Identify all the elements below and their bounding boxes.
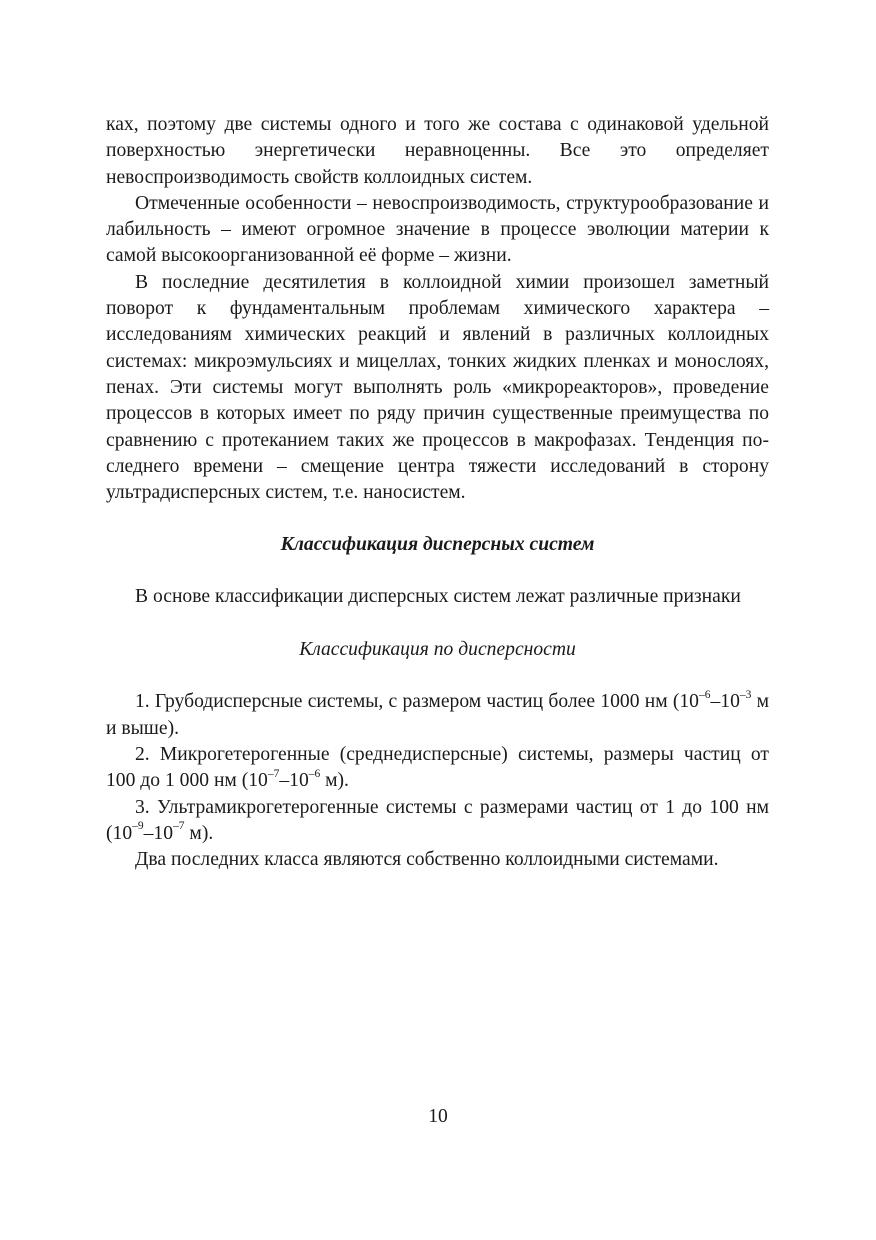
list-item: [106, 795, 769, 848]
subsection-title: Классификация по дисперсности: [299, 639, 576, 661]
exponent: –3: [739, 688, 752, 701]
exponent: –6: [698, 688, 711, 701]
list-item-tail: м и выше).: [106, 691, 769, 739]
paragraph-3: В последние десятилетия в коллоидной химии произошел заметный поворот к фундаментальным проблемам химического характера – исследованиям химических реакций и явлений в различных коллоидных системах: микроэмульсиях и мицеллах, тонких жидких пленках и монослоях, пенах. Эти системы могут выполнять роль «микрореакторов», проведение процессов в которых имеет по ряду причин существенные преимущества по сравнению с протеканием таких же процессов в макрофазах. Тенденция последнего времени – смещение центра тяжести исследований в сторону ультрадисперсных систем, т.е. наносистем.: [106, 271, 769, 504]
list-item-tail: м).: [320, 770, 349, 792]
exponent: –6: [308, 767, 321, 780]
list-item-text: 2. Микрогетерогенные (среднедисперсные) системы, размеры частиц от 100 до 1 000 нм (10: [106, 743, 769, 792]
exponent: –7: [173, 820, 185, 833]
paragraph-2: Отмеченные особенности – невоспроизводимость, структурообразование и лабильность – имеют огромное значение в процессе эволюции материи к самой высокоорганизованной её форме – жизни.: [106, 192, 769, 267]
closing-paragraph: Два последних класса являются собственно коллоидными системами.: [135, 849, 719, 871]
exponent: –7: [267, 767, 280, 780]
exponent: –9: [132, 820, 144, 833]
section-title: Классификация дисперсных систем: [280, 534, 595, 556]
list-item-text: 3. Ультрамикрогетерогенные системы с размерами частиц от 1 до 100 нм (10: [106, 796, 769, 844]
paragraph-1: ках, поэтому две системы одного и того же состава с одинаковой удельной поверхностью энергетически неравноценны. Все это определяет невоспроизводимость свойств коллоидных систем.: [106, 114, 769, 188]
page-number: 10: [428, 1106, 448, 1127]
range-dash: –10: [143, 822, 174, 844]
list-item-text: 1. Грубодисперсные системы, с размером частиц более 1000 нм (10: [135, 691, 699, 713]
range-dash: –10: [710, 691, 740, 713]
list-item-tail: м).: [184, 822, 214, 844]
range-dash: –10: [279, 770, 309, 792]
page-body: [106, 112, 769, 873]
intro-paragraph: В основе классификации дисперсных систем лежат различные признаки: [135, 585, 741, 607]
list-item: [106, 742, 769, 795]
list-item: [106, 689, 769, 742]
